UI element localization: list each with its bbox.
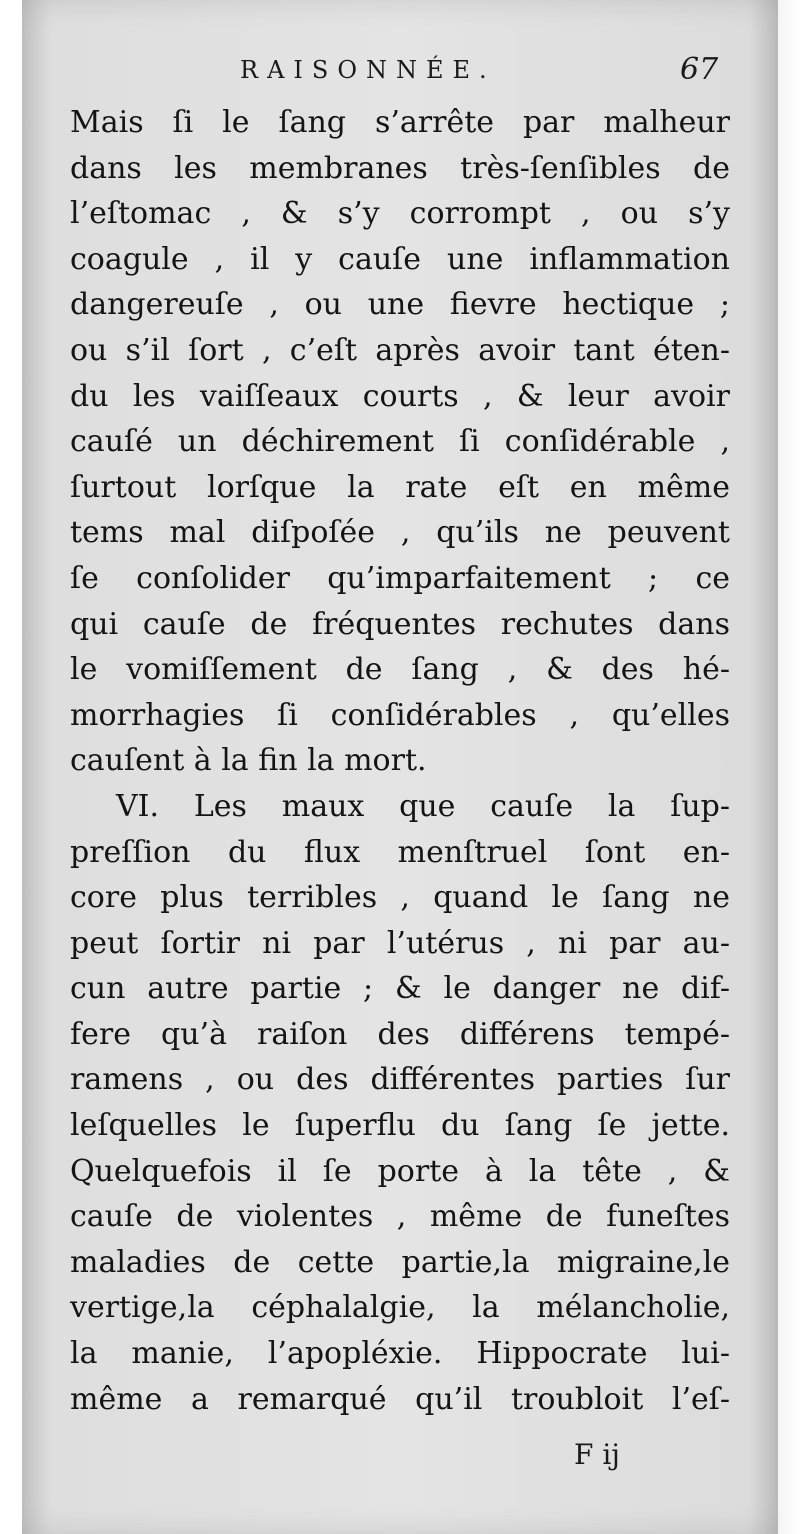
running-head — [0, 52, 800, 96]
text-line: le vomiſſement de ſang , & des hé- — [70, 652, 730, 688]
running-title: RAISONNÉE. — [240, 56, 496, 84]
text-line: dans les membranes très-ſenſibles de — [70, 150, 730, 186]
text-line: même a remarqué qu’il troubloit l’eſ- — [70, 1381, 730, 1417]
body-text — [70, 100, 730, 1422]
text-line: dangereuſe , ou une fievre hectique ; — [70, 287, 730, 323]
text-line: ſurtout lorſque la rate eſt en même — [70, 469, 730, 505]
paragraph-start-line: VI. Les maux que cauſe la ſup- — [116, 788, 730, 824]
text-line: leſquelles le ſuperflu du ſang ſe jette. — [70, 1108, 730, 1144]
text-line: Quelquefois il ſe porte à la tête , & — [70, 1153, 730, 1189]
text-line: Mais ſi le ſang s’arrête par malheur — [70, 105, 730, 140]
text-line: peut ſortir ni par l’utérus , ni par au- — [70, 925, 730, 961]
text-line: core plus terribles , quand le ſang ne — [70, 880, 730, 916]
page-margin — [778, 0, 800, 1534]
signature-mark: F ij — [574, 1438, 620, 1471]
text-line: l’eſtomac , & s’y corrompt , ou s’y — [70, 196, 730, 232]
text-line: tems mal diſpoſée , qu’ils ne peuvent — [70, 515, 730, 551]
text-line: cauſe de violentes , même de funeſtes — [70, 1199, 730, 1235]
text-line: vertige,la céphalalgie, la mélancholie, — [70, 1290, 730, 1326]
text-line: ou s’il ſort , c’eſt après avoir tant éten- — [70, 332, 730, 368]
text-line: la manie, l’apopléxie. Hippocrate lui- — [70, 1336, 730, 1372]
page-number: 67 — [680, 52, 719, 87]
text-line: fere qu’à raiſon des différens tempé- — [70, 1016, 730, 1052]
text-line: cauſé un déchirement ſi conſidérable , — [70, 424, 730, 460]
text-line: morrhagies ſi conſidérables , qu’elles — [70, 697, 730, 733]
text-line: maladies de cette partie,la migraine,le — [70, 1244, 730, 1280]
text-line: preſſion du flux menſtruel ſont en- — [70, 834, 730, 870]
text-line: coagule , il y cauſe une inflammation — [70, 241, 730, 277]
text-line: cun autre partie ; & le danger ne dif- — [70, 971, 730, 1007]
text-line: ramens , ou des différentes parties ſur — [70, 1062, 730, 1098]
text-line: cauſent à la fin la mort. — [70, 743, 427, 779]
text-line: du les vaiſſeaux courts , & leur avoir — [70, 378, 730, 414]
text-line: ſe conſolider qu’imparfaitement ; ce — [70, 560, 730, 596]
text-line: qui cauſe de fréquentes rechutes dans — [70, 606, 730, 642]
